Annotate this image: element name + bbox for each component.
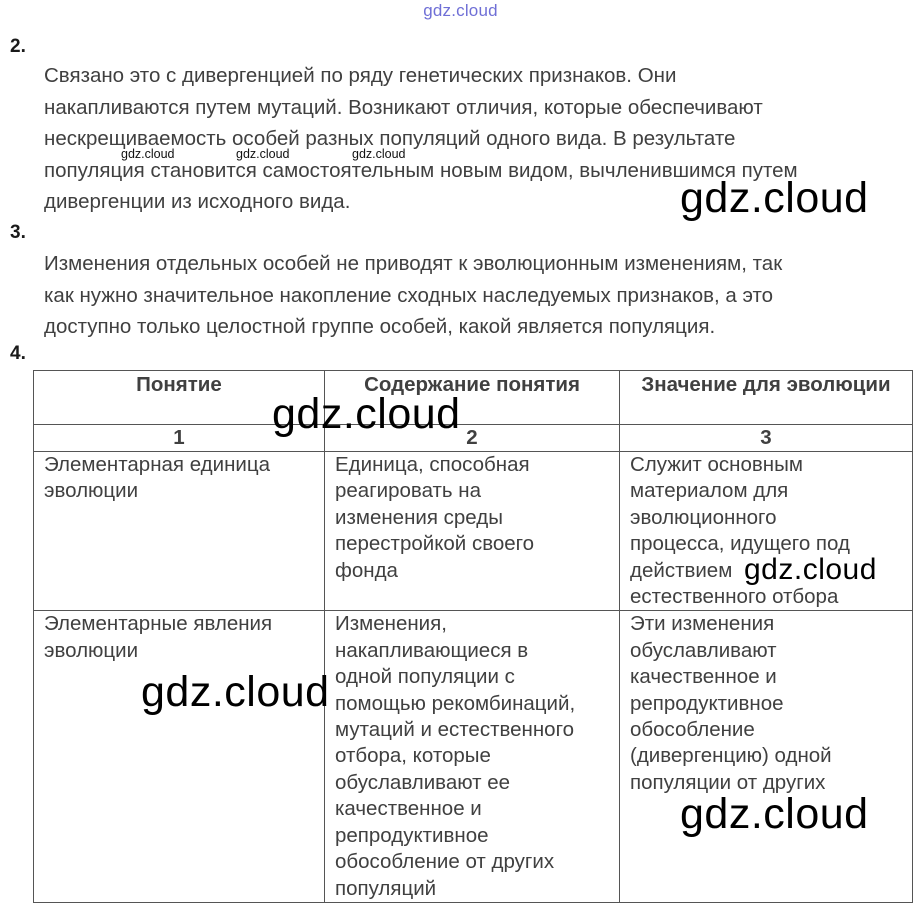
cell-line: Служит основным [630,453,803,476]
header-text: Понятие [136,373,222,396]
cell-line: Эти изменения [630,612,775,636]
cell-line: действием [630,558,733,582]
cell-line: эволюции [44,479,139,503]
table-cell [620,452,913,611]
cell-line: одной популяции с [335,665,515,689]
cell-line: Изменения, [335,612,447,636]
cell-line: отбора, которые [335,744,491,768]
table-cell [34,452,325,611]
cell-line: помощью рекомбинаций, [335,691,576,715]
index-cell: 3 [620,425,913,452]
watermark-small: gdz.cloud [352,147,406,161]
watermark-small: gdz.cloud [236,147,290,161]
cell-line: материалом для [630,479,789,503]
table-cell [620,611,913,903]
section-number-3: 3. [10,222,26,243]
cell-line: процесса, идущего под [630,532,850,556]
cell-line: Элементарные явления [44,612,273,636]
cell-line: эволюционного [630,505,777,529]
section-number-2: 2. [10,36,26,57]
watermark-big: gdz.cloud [272,390,461,438]
table-header-row [34,371,913,425]
cell-line: (дивергенцию) одной [630,744,832,768]
text-line: накапливаются путем мутаций. Возникают отличия, которые обеспечивают [44,95,763,119]
watermark-big: gdz.cloud [141,668,330,716]
cell-line: фонда [335,558,398,582]
table-index-row [34,425,913,452]
cell-line: реагировать на [335,479,482,503]
watermark-big: gdz.cloud [680,790,869,838]
cell-line: мутаций и естественного [335,718,575,742]
section-3-paragraph [44,248,904,343]
cell-line: эволюции [44,638,139,662]
text-line: Связано это с дивергенцией по ряду генетических признаков. Они [44,64,677,87]
header-text: Значение для [641,373,781,396]
cell-line: Элементарная единица [44,453,270,476]
cell-line: естественного отбора [630,585,839,609]
cell-line: репродуктивное [630,691,784,715]
header-text: Содержание понятия [364,373,580,396]
cell-line: обособление [630,718,755,742]
header-significance [620,371,913,425]
cell-line: обособление от других [335,850,555,874]
text-line: нескрещиваемость особей разных популяций одного вида. В результате [44,127,736,150]
watermark-top: gdz.cloud [423,1,498,20]
watermark-small: gdz.cloud [121,147,175,161]
section-number-4: 4. [10,343,26,364]
cell-line: качественное и [335,797,482,821]
cell-line: популяции от других [630,770,826,794]
text-line: доступно только целостной группе особей, какой является популяция. [44,315,716,338]
cell-line: качественное и [630,665,777,689]
cell-line: накапливающиеся в [335,638,529,662]
cell-line: обуславливают ее [335,770,511,794]
cell-line: перестройкой своего [335,532,535,556]
text-line: Изменения отдельных особей не приводят к эволюционным изменениям, так [44,252,783,275]
text-line: как нужно значительное накопление сходных наследуемых признаков, а это [44,283,774,307]
table-cell [325,452,620,611]
header-text: эволюции [786,373,891,396]
text-line: дивергенции из исходного вида. [44,190,351,213]
cell-line: популяций [335,876,437,900]
table-cell [325,611,620,903]
cell-line: Единица, способная [335,453,530,476]
table-row [34,452,913,611]
table-row [34,611,913,903]
table-cell [34,611,325,903]
text-line: популяция становится самостоятельным новым видом, вычленившимся путем [44,158,798,182]
watermark-big: gdz.cloud [680,174,869,222]
cell-line: изменения среды [335,505,503,529]
index-cell: 2 [325,425,620,452]
index-cell: 1 [34,425,325,452]
cell-line: обуславливают [630,638,777,662]
watermark-big: gdz.cloud [744,553,877,586]
cell-line: репродуктивное [335,823,489,847]
